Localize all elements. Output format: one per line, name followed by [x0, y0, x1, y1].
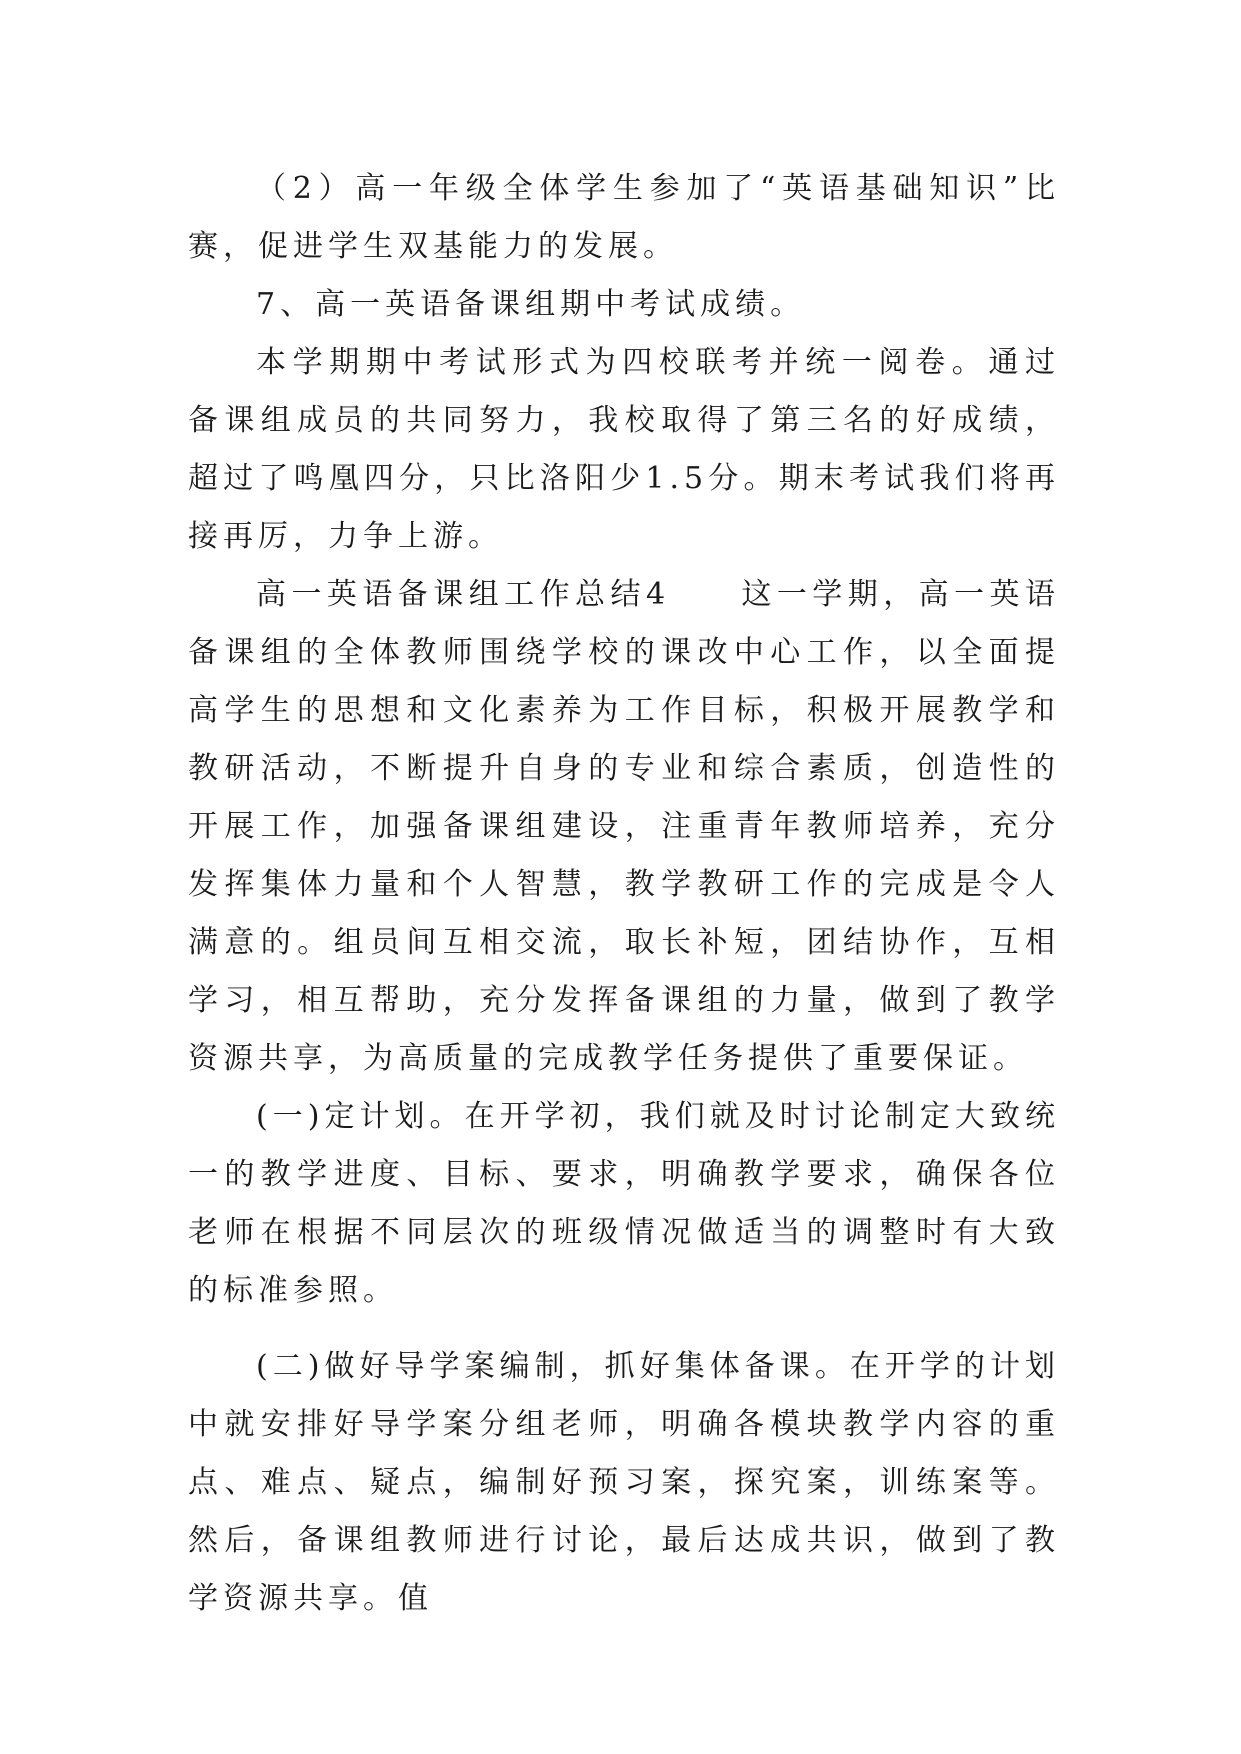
paragraph-summary-4: 高一英语备课组工作总结4 这一学期，高一英语备课组的全体教师围绕学校的课改中心工作，以全面提高学生的思想和文化素养为工作目标，积极开展教学和教研活动，不断提升自身的专业和综合素质，创造性的开展工作，加强备课组建设，注重青年教师培养，充分发挥集体力量和个人智慧，教学教研工作的完成是令人满意的。组员间互相交流，取长补短，团结协作，互相学习，相互帮助，充分发挥备课组的力量，做到了教学资源共享，为高质量的完成教学任务提供了重要保证。 [188, 577, 1060, 1076]
paragraph-competition: （2）高一年级全体学生参加了“英语基础知识”比赛，促进学生双基能力的发展。 [188, 171, 1060, 264]
document-body [188, 160, 1060, 1628]
paragraph-exam-heading: 7、高一英语备课组期中考试成绩。 [256, 287, 806, 322]
paragraph-exam-result: 本学期期中考试形式为四校联考并统一阅卷。通过备课组成员的共同努力，我校取得了第三名的好成绩，超过了鸣凰四分，只比洛阳少1.5分。期末考试我们将再接再厉，力争上游。 [188, 345, 1060, 554]
paragraph-lesson-prep: (二)做好导学案编制，抓好集体备课。在开学的计划中就安排好导学案分组老师，明确各模块教学内容的重点、难点、疑点，编制好预习案，探究案，训练案等。然后，备课组教师进行讨论，最后达成共识，做到了教学资源共享。值 [188, 1349, 1060, 1616]
paragraph-plan: (一)定计划。在开学初，我们就及时讨论制定大致统一的教学进度、目标、要求，明确教学要求，确保各位老师在根据不同层次的班级情况做适当的调整时有大致的标准参照。 [188, 1099, 1060, 1308]
